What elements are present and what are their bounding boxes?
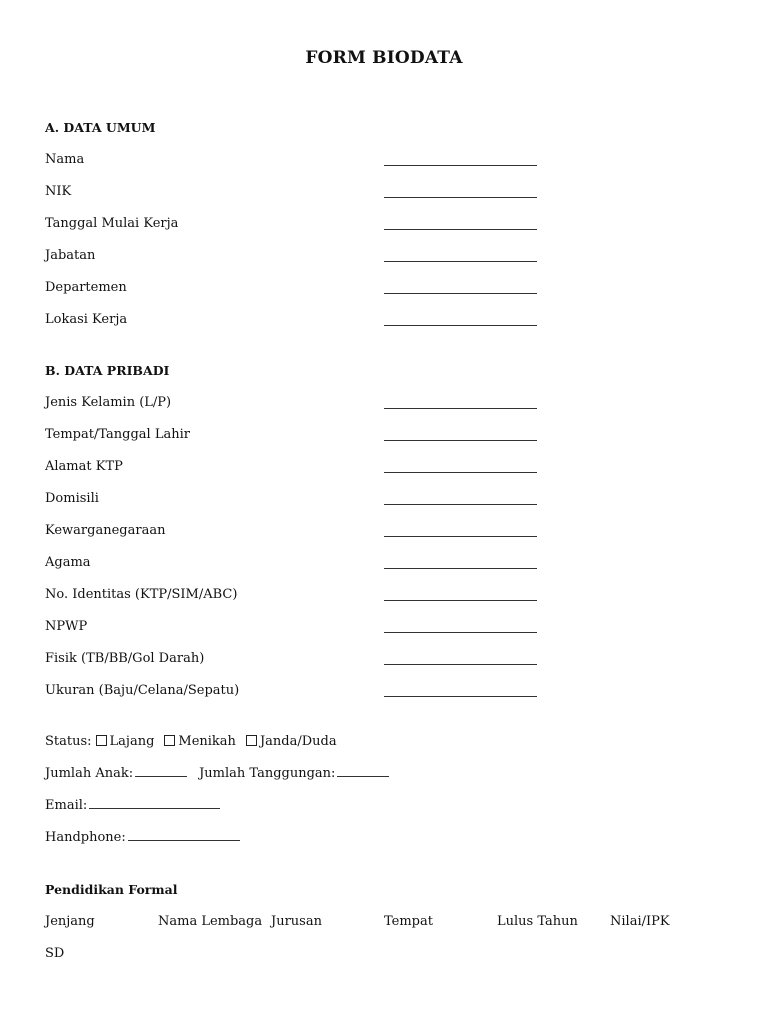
fill-in-blank[interactable] <box>384 408 537 409</box>
fill-in-blank[interactable] <box>384 229 537 230</box>
email-label: Email: <box>45 798 88 813</box>
field-row-fisik <box>45 651 545 669</box>
handphone-line <box>45 830 240 845</box>
field-row-jenis-kelamin <box>45 395 545 413</box>
field-label: Ukuran (Baju/Celana/Sepatu) <box>45 683 240 698</box>
jumlah-tanggungan-blank[interactable] <box>337 775 389 777</box>
page-title: FORM BIODATA <box>305 48 463 68</box>
jumlah-line <box>45 766 389 781</box>
field-label: Jabatan <box>45 248 96 263</box>
checkbox-menikah[interactable] <box>164 735 175 746</box>
fill-in-blank[interactable] <box>384 440 537 441</box>
checkbox-lajang[interactable] <box>96 735 107 746</box>
fill-in-blank[interactable] <box>384 696 537 697</box>
option-janda-duda: Janda/Duda <box>259 734 337 749</box>
fill-in-blank[interactable] <box>384 504 537 505</box>
fill-in-blank[interactable] <box>384 472 537 473</box>
field-row-jabatan <box>45 248 545 266</box>
field-row-nama <box>45 152 545 170</box>
fill-in-blank[interactable] <box>384 165 537 166</box>
field-label: Nama <box>45 152 85 167</box>
field-row-nik <box>45 184 545 202</box>
field-row-no-identitas <box>45 587 545 605</box>
pendidikan-heading: Pendidikan Formal <box>45 882 178 897</box>
column-header-nama-lembaga: Nama Lembaga <box>158 914 263 929</box>
column-header-jurusan: Jurusan <box>271 914 322 929</box>
field-label: NIK <box>45 184 72 199</box>
field-row-lokasi-kerja <box>45 312 545 330</box>
fill-in-blank[interactable] <box>384 261 537 262</box>
field-label: Domisili <box>45 491 99 506</box>
fill-in-blank[interactable] <box>384 293 537 294</box>
field-label: Agama <box>45 555 91 570</box>
jumlah-tanggungan-label: Jumlah Tanggungan: <box>199 766 336 781</box>
fill-in-blank[interactable] <box>384 600 537 601</box>
field-row-kewarganegaraan <box>45 523 545 541</box>
field-label: Tanggal Mulai Kerja <box>45 216 179 231</box>
option-lajang: Lajang <box>109 734 155 749</box>
field-label: Fisik (TB/BB/Gol Darah) <box>45 651 205 666</box>
field-label: Tempat/Tanggal Lahir <box>45 427 190 442</box>
status-label: Status: <box>45 734 92 749</box>
column-header-jenjang: Jenjang <box>45 914 95 929</box>
fill-in-blank[interactable] <box>384 197 537 198</box>
section-a-heading: A. DATA UMUM <box>45 120 156 135</box>
jumlah-anak-blank[interactable] <box>135 775 187 777</box>
column-header-lulus-tahun: Lulus Tahun <box>497 914 578 929</box>
field-label: Alamat KTP <box>45 459 123 474</box>
email-blank[interactable] <box>89 807 220 809</box>
fill-in-blank[interactable] <box>384 325 537 326</box>
column-header-tempat: Tempat <box>384 914 433 929</box>
handphone-blank[interactable] <box>128 839 240 841</box>
fill-in-blank[interactable] <box>384 536 537 537</box>
field-label: No. Identitas (KTP/SIM/ABC) <box>45 587 238 602</box>
option-menikah: Menikah <box>178 734 236 749</box>
field-row-agama <box>45 555 545 573</box>
field-row-npwp <box>45 619 545 637</box>
fill-in-blank[interactable] <box>384 664 537 665</box>
checkbox-janda-duda[interactable] <box>246 735 257 746</box>
field-label: Departemen <box>45 280 127 295</box>
fill-in-blank[interactable] <box>384 632 537 633</box>
column-header-nilai-ipk: Nilai/IPK <box>610 914 670 929</box>
field-label: Kewarganegaraan <box>45 523 166 538</box>
table-row-label: SD <box>45 946 65 961</box>
field-label: Lokasi Kerja <box>45 312 128 327</box>
handphone-label: Handphone: <box>45 830 126 845</box>
field-row-tanggal-mulai-kerja <box>45 216 545 234</box>
fill-in-blank[interactable] <box>384 568 537 569</box>
field-row-domisili <box>45 491 545 509</box>
field-row-tempat-tanggal-lahir <box>45 427 545 445</box>
field-row-alamat-ktp <box>45 459 545 477</box>
email-line <box>45 798 220 813</box>
status-line <box>45 734 343 749</box>
field-row-departemen <box>45 280 545 298</box>
field-label: NPWP <box>45 619 88 634</box>
section-b-heading: B. DATA PRIBADI <box>45 363 170 378</box>
field-label: Jenis Kelamin (L/P) <box>45 395 172 410</box>
field-row-ukuran <box>45 683 545 701</box>
jumlah-anak-label: Jumlah Anak: <box>45 766 134 781</box>
